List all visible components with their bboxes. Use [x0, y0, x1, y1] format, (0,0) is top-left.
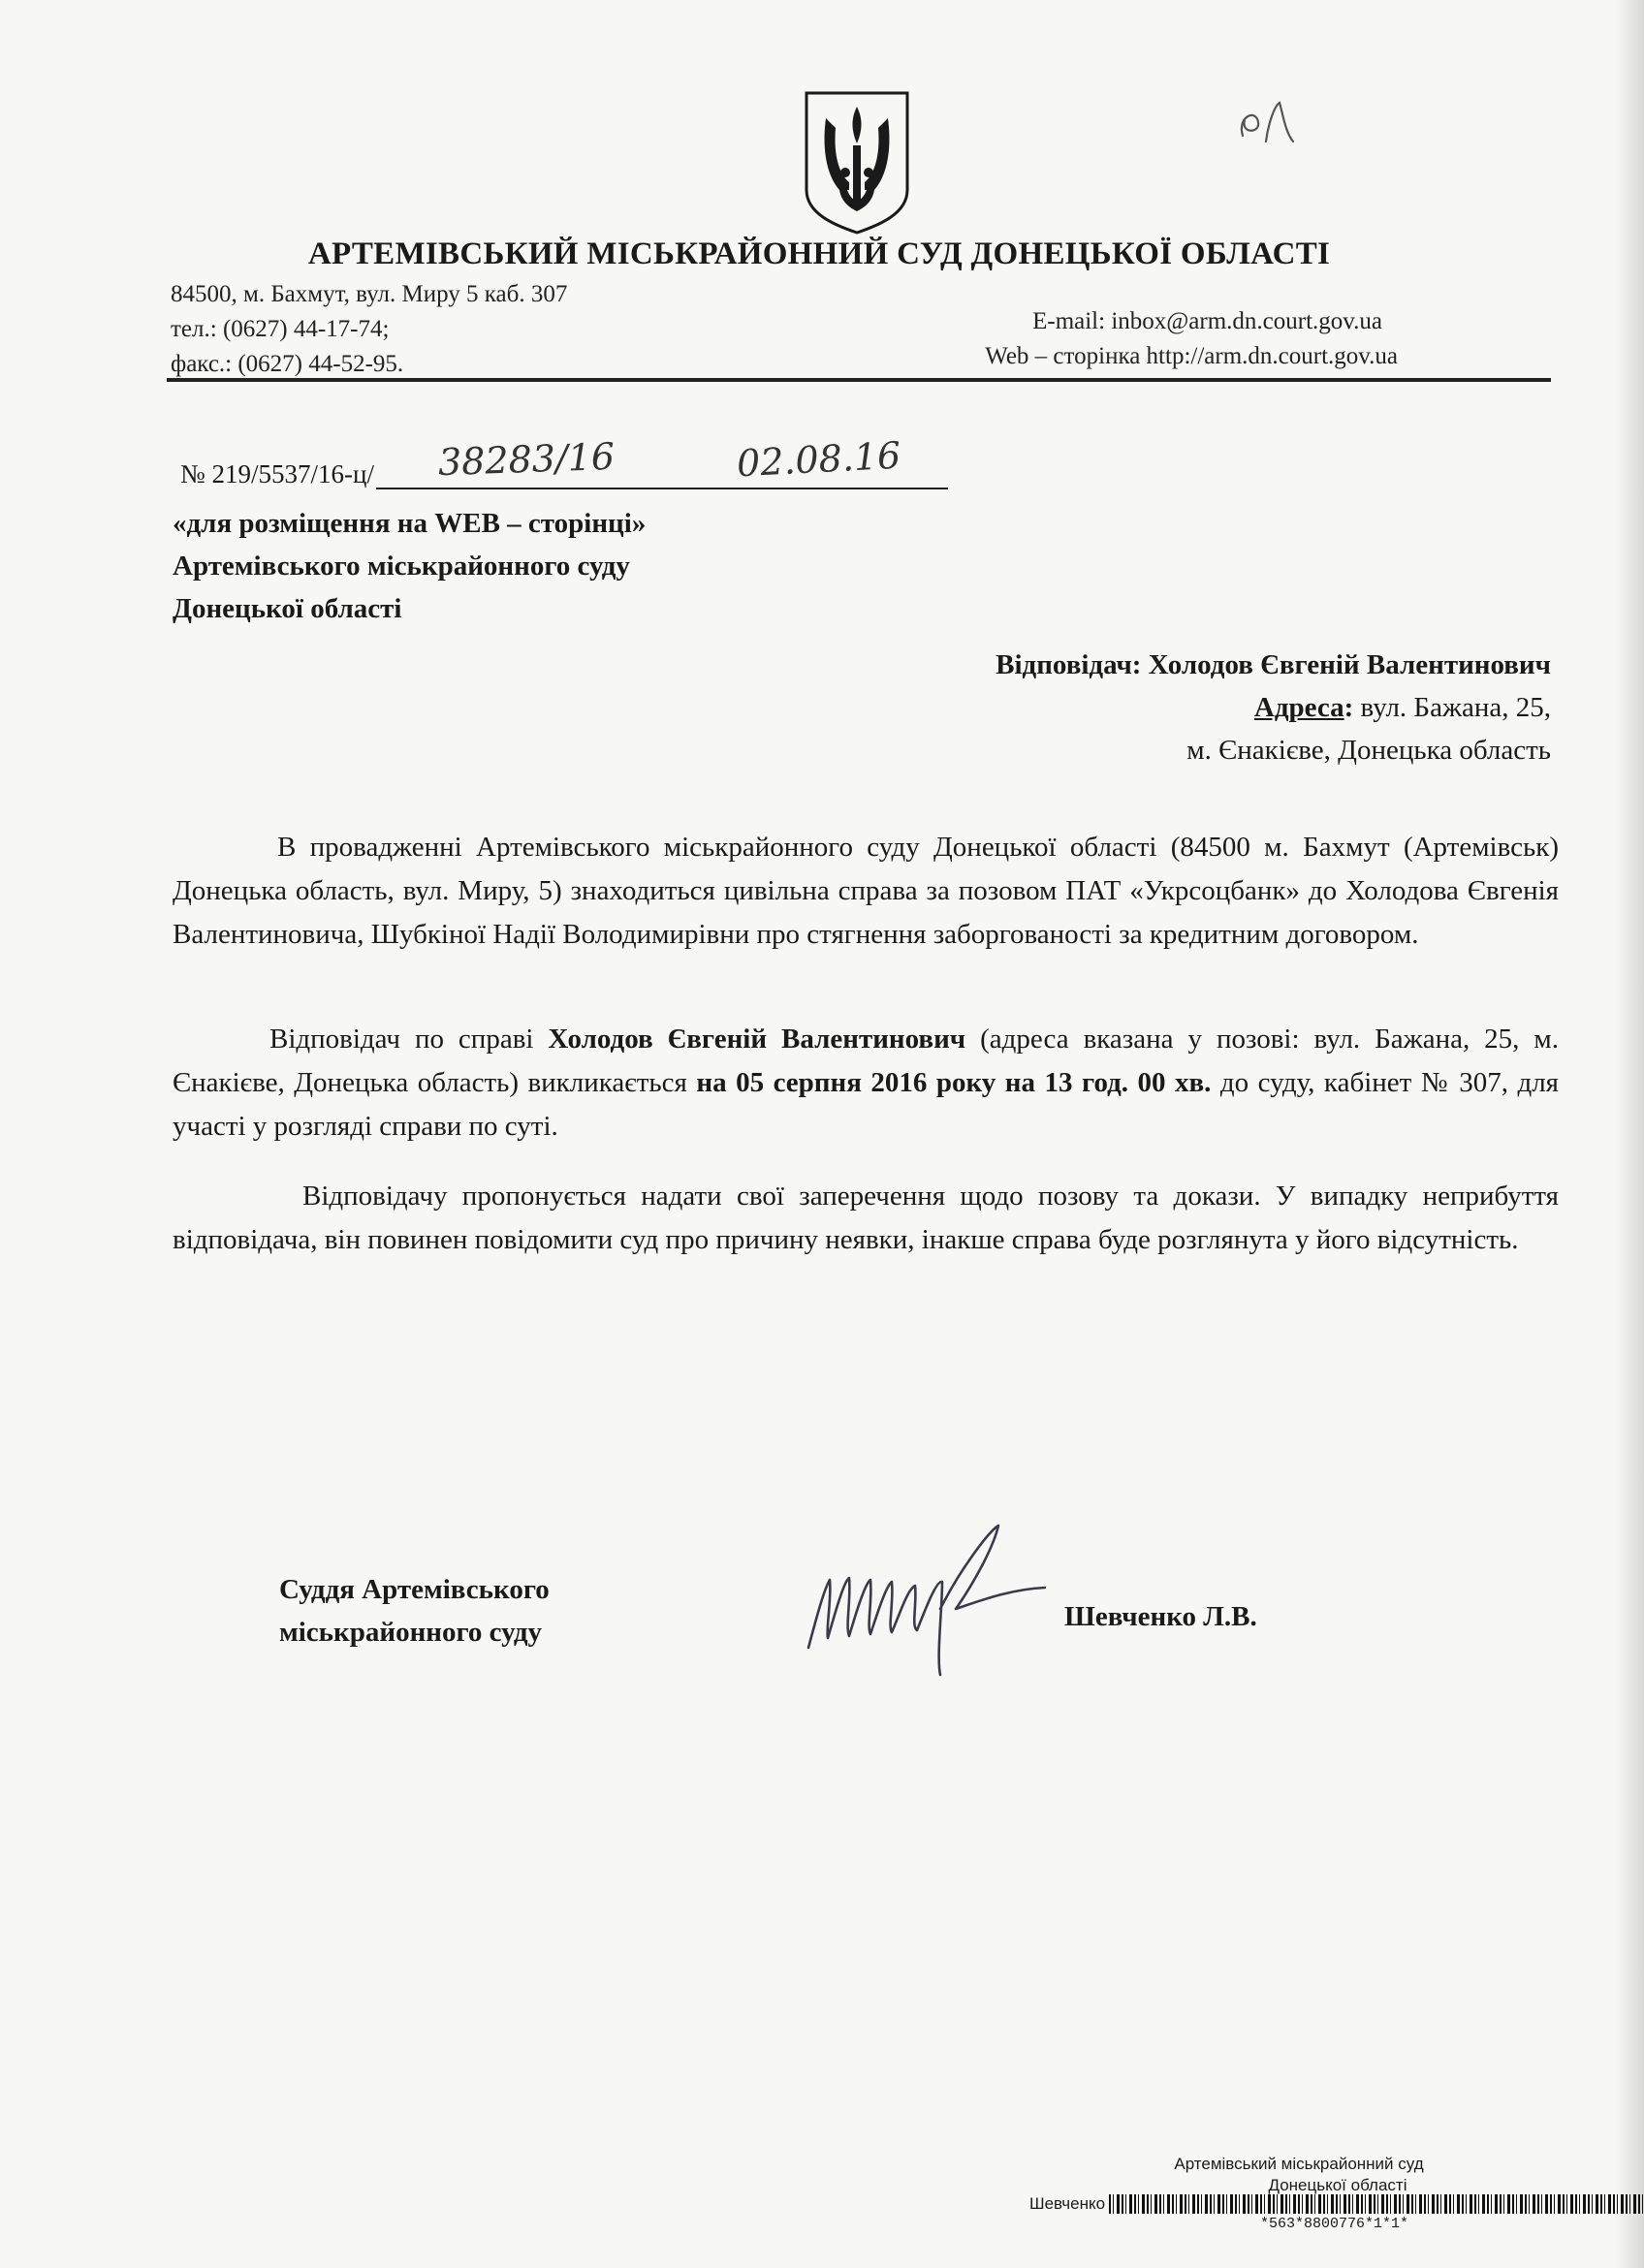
addressee-line-2: Артемівського міськрайонного суду — [173, 551, 630, 582]
footer-stamp-line-2: Донецької області — [1268, 2176, 1407, 2194]
defendant-block: Відповідач: Холодов Євгеній Валентинович Адреса: вул. Бажана, 25, м. Єнакієве, Донецька область — [996, 644, 1551, 772]
header-divider — [167, 378, 1551, 382]
defendant-address-line-1: вул. Бажана, 25, — [1360, 692, 1551, 723]
registration-prefix: № 219/5537/16-ц/ — [180, 459, 374, 488]
body-paragraph-1 — [173, 826, 1559, 957]
handwritten-reg-number: 38283/16 — [437, 434, 616, 485]
addressee-line-1: «для розміщення на WEB – сторінці» — [173, 508, 647, 539]
defendant-name: Холодов Євгеній Валентинович — [1148, 649, 1551, 680]
coat-of-arms-icon — [803, 89, 911, 236]
court-fax: факс.: (0627) 44-52-95. — [171, 351, 404, 377]
judge-signature — [795, 1512, 1124, 1677]
judge-position-line-2: міськрайонного суду — [279, 1617, 543, 1648]
paragraph-1-text: В провадженні Артемівського міськрайонного суду Донецької області (84500 м. Бахмут (Артемівськ) Донецька область, вул. Миру, 5) знаходиться цивільна справа за позовом ПАТ «Укрсоцбанк» до Холодова Євгенія Валентиновича, Шубкіної Надії Володимирівни про стягнення заборгованості за кредитним договором. — [173, 832, 1559, 950]
judge-position — [279, 1568, 550, 1654]
body-paragraph-2 — [173, 1018, 1559, 1149]
handwritten-reg-date: 02.08.16 — [735, 433, 902, 486]
handwritten-mark — [1229, 87, 1316, 155]
body-paragraph-3 — [173, 1175, 1559, 1262]
paragraph-2-intro: Відповідач по справі — [269, 1024, 534, 1055]
barcode-label: Шевченко — [1029, 2194, 1106, 2213]
barcode-icon — [1109, 2194, 1644, 2214]
paragraph-3-text: Відповідачу пропонується надати свої заперечення щодо позову та докази. У випадку неприбуття відповідача, він повинен повідомити суд про причину неявки, інакше справа буде розглянута у його відсутність. — [173, 1181, 1559, 1255]
barcode-number: *563*8800776*1*1* — [1260, 2216, 1409, 2232]
court-address: 84500, м. Бахмут, вул. Миру 5 каб. 307 — [171, 281, 568, 307]
defendant-address-label: Адреса — [1253, 692, 1344, 723]
defendant-label: Відповідач: — [996, 649, 1142, 680]
scan-edge-shadow — [1615, 0, 1644, 2268]
paragraph-2-end: до суду, кабінет № 307, для участі у розгляді справи по суті. — [173, 1067, 1560, 1142]
paragraph-2-middle: (адреса вказана у позові: вул. Бажана, 25, м. Єнакієве, Донецька область) викликається — [173, 1024, 1559, 1098]
judge-position-line-1: Суддя Артемівського — [279, 1574, 550, 1605]
judge-name: Шевченко Л.В. — [1064, 1601, 1257, 1632]
court-web: Web – сторінка http://arm.dn.court.gov.ua — [985, 343, 1398, 369]
barcode-row — [1029, 2194, 1644, 2214]
court-name-heading: АРТЕМІВСЬКИЙ МІСЬКРАЙОННИЙ СУД ДОНЕЦЬКОЇ ОБЛАСТІ — [307, 236, 1331, 271]
footer-stamp-line-1: Артемівський міськрайонний суд — [1174, 2155, 1424, 2173]
paragraph-2-defendant-name: Холодов Євгеній Валентинович — [548, 1024, 966, 1055]
paragraph-2-hearing-date: на 05 серпня 2016 року на 13 год. 00 хв. — [696, 1067, 1212, 1098]
court-phone: тел.: (0627) 44-17-74; — [171, 316, 390, 342]
footer-stamp — [1124, 2154, 1473, 2196]
defendant-address-line-2: м. Єнакієве, Донецька область — [1186, 735, 1551, 766]
court-email: E-mail: inbox@arm.dn.court.gov.ua — [1032, 308, 1382, 334]
addressee-line-3: Донецької області — [173, 593, 402, 624]
addressee-block — [173, 502, 646, 630]
